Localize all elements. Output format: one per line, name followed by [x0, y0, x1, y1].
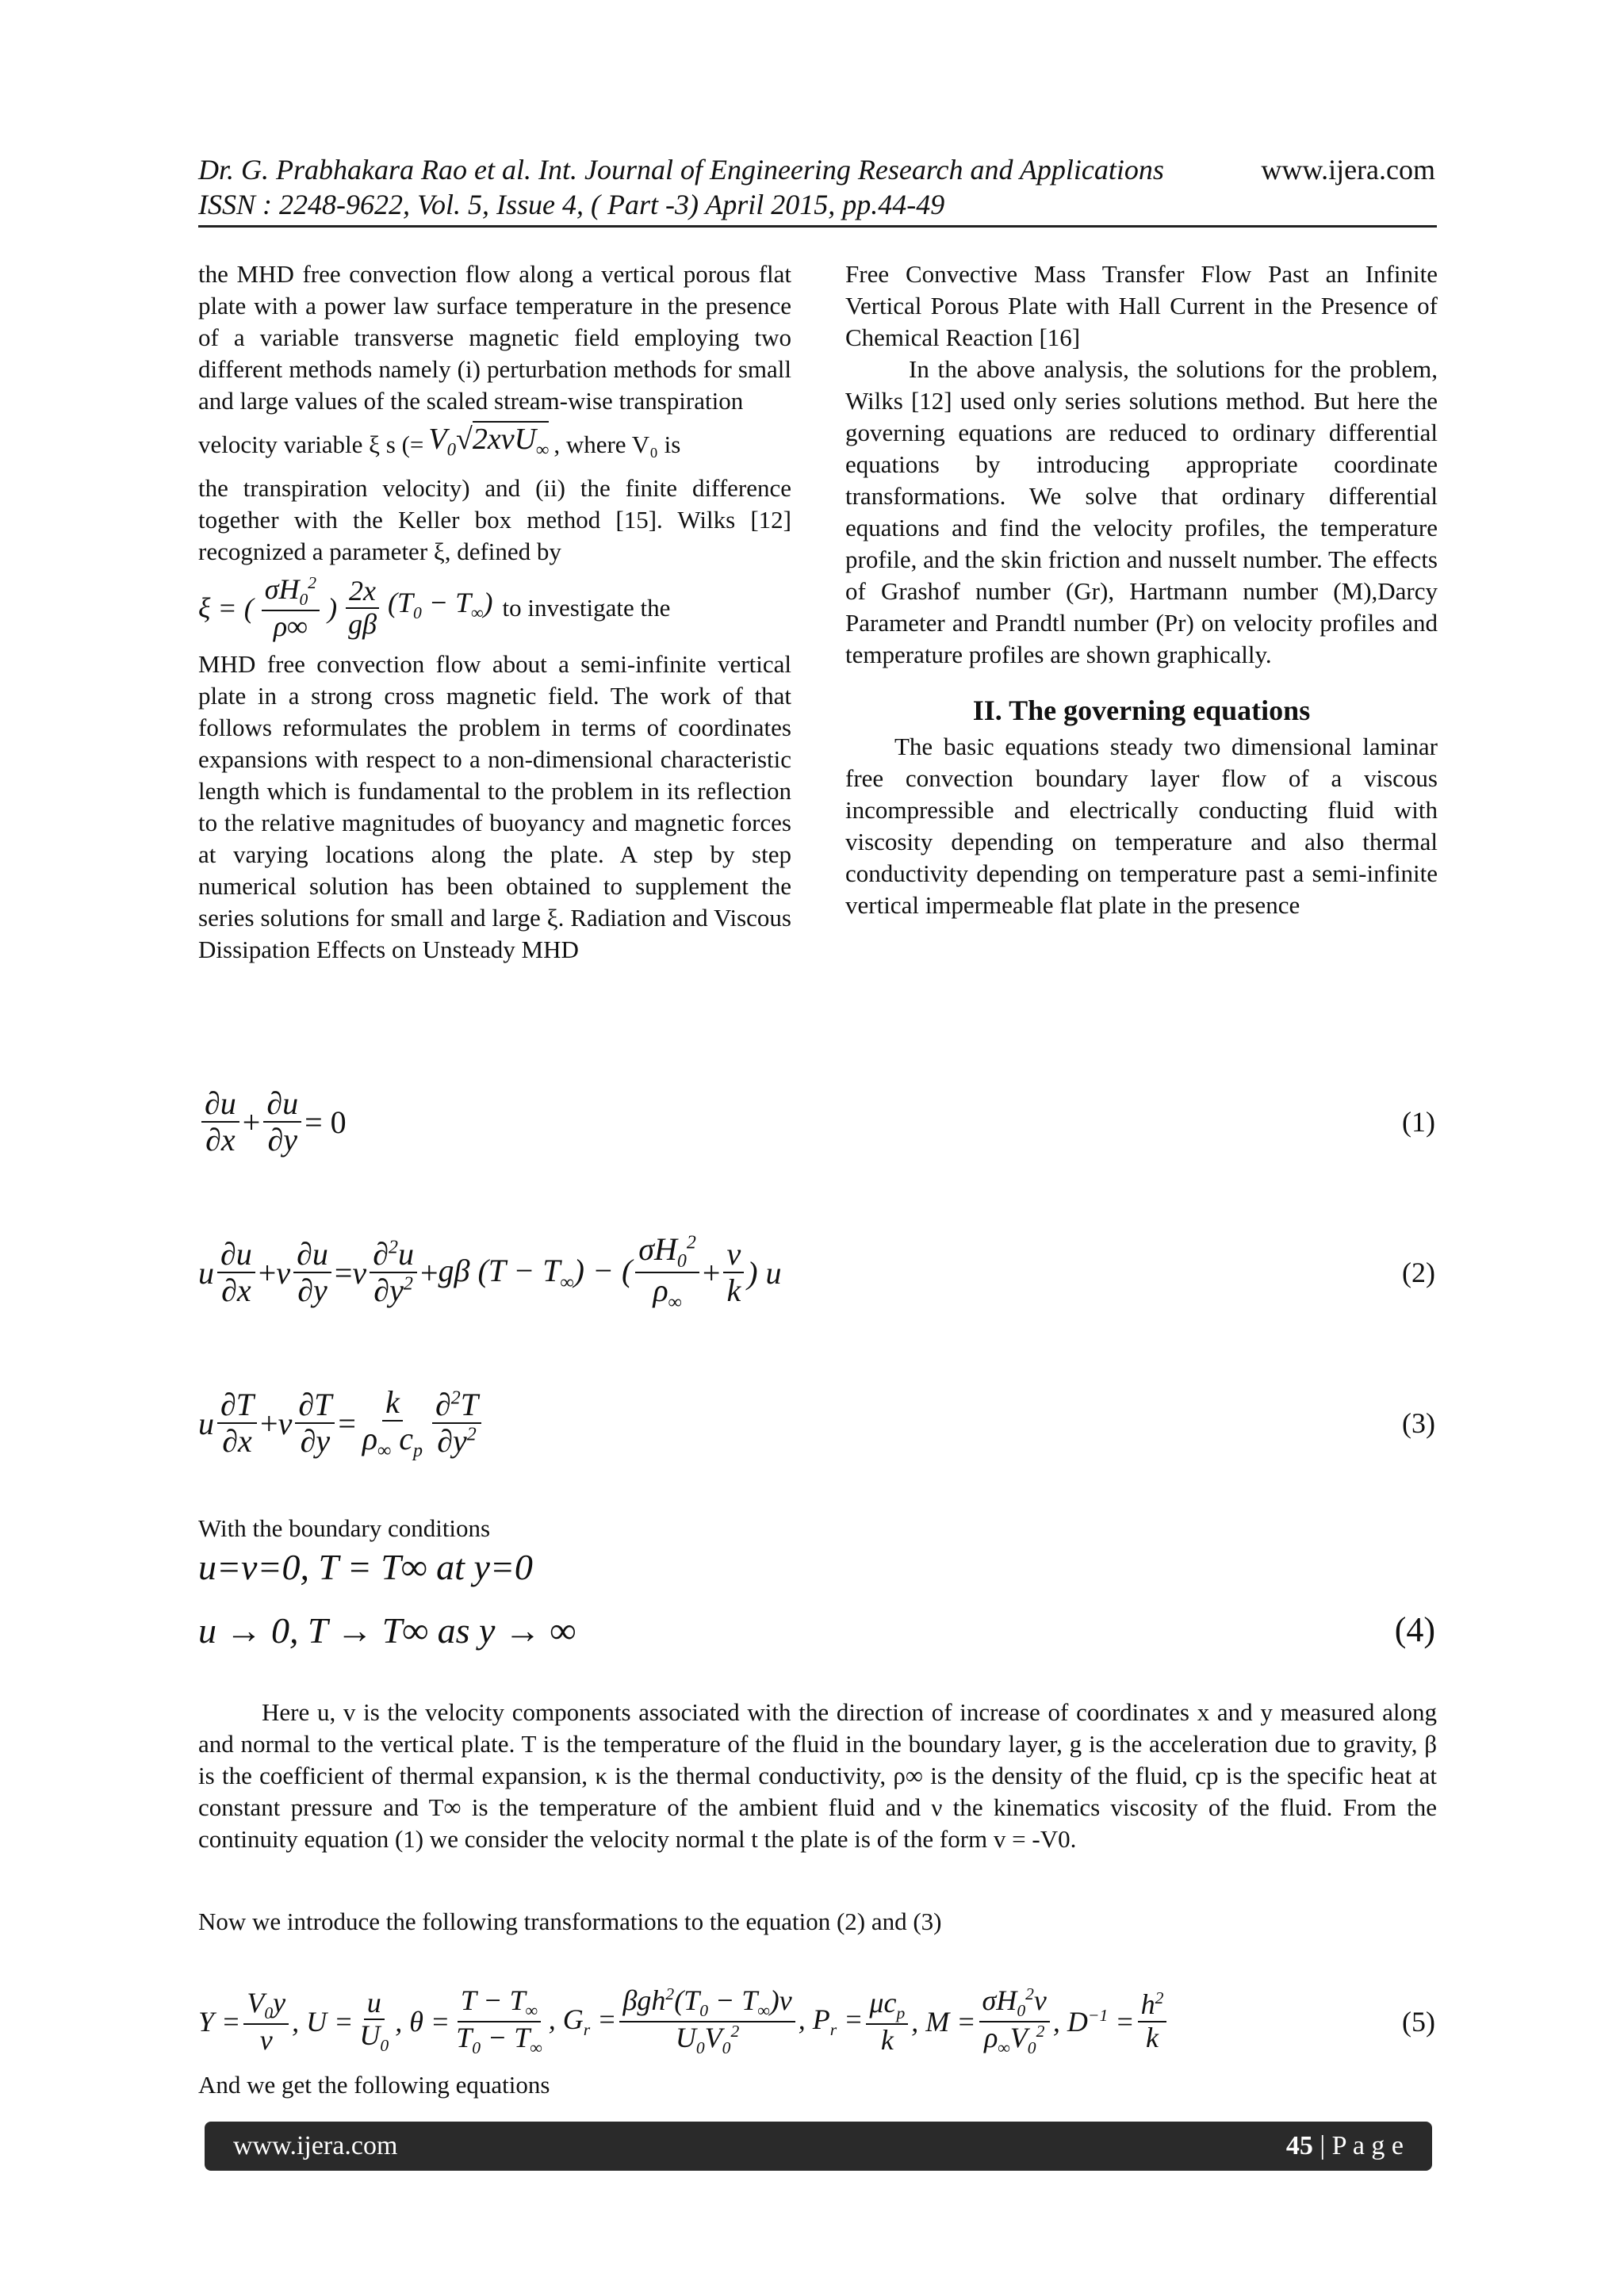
header-issn: ISSN : 2248-9622, Vol. 5, Issue 4, ( Part -3) April 2015, pp.44-49: [198, 189, 945, 220]
equation-2: u $\frac{\partial u}{\partial x}$ + v $\frac{\partial u}{\partial y}$ = v $\frac{\partial^2u}{\partial y^2}$ + gβ $(T - T_\infty)$ − ( $\frac{\sigma H_0^2}{\rho_\infty}$ + $\frac{\nu}{k}$ ) u (2): [198, 1230, 1435, 1313]
left-paragraph-2: the transpiration velocity) and (ii) the finite difference together with the Keller box method [15]. Wilks [12] recognized a parameter ξ, defined by: [198, 473, 791, 565]
header-authors-journal: Dr. G. Prabhakara Rao et al. Int. Journal of Engineering Research and Applications: [198, 154, 1164, 186]
right-paragraph-1: Free Convective Mass Transfer Flow Past an Infinite Vertical Porous Plate with Hall Current in the Presence of Chemical Reaction [16]: [845, 260, 1438, 351]
page-footer: [205, 2122, 1432, 2171]
equation-3-number: (3): [1402, 1407, 1435, 1439]
boundary-condition-2: u → 0, T → T∞ as y → ∞ (4): [198, 1610, 1435, 1651]
boundary-conditions-intro: With the boundary conditions: [198, 1514, 491, 1542]
inline-equation-xi-s: velocity variable ξ s (= $V_0√2x\nu U_\infty$ , where V₀ is: [198, 423, 791, 466]
inline-equation-xi-definition: ξ = ( $\frac{\sigma H_0^2}{\rho\infty}$ ) $\frac{2x}{g\beta}$ $(T_0 - T_\infty)$ to investigate the: [198, 572, 671, 642]
left-paragraph-3: MHD free convection flow about a semi-infinite vertical plate in a strong cross magnetic field. The work of that follows reformulates the problem in terms of coordinates expansions with respect to a non-dimensional characteristic length which is fundamental to the problem in its reflection to the relative magnitudes of buoyancy and magnetic forces at varying locations along the plate. A step by step numerical solution has been obtained to supplement the series solutions for small and large ξ. Radiation and Viscous Dissipation Effects on Unsteady MHD: [198, 650, 791, 964]
equation-2-number: (2): [1402, 1257, 1435, 1288]
running-header: [198, 152, 1435, 222]
left-paragraph-1: the MHD free convection flow along a vertical porous flat plate with a power law surface temperature in the presence of a variable transverse magnetic field employing two different methods namely (i) perturbation methods for small and large values of the scaled stream-wise transpiration: [198, 260, 791, 415]
transformations-intro: Now we introduce the following transformations to the equation (2) and (3): [198, 1908, 942, 1935]
symbols-paragraph: Here u, v is the velocity components associated with the direction of increase of coordinates x and y measured along and normal to the vertical plate. T is the temperature of the fluid in the boundary layer, g is the acceleration due to gravity, β is the coefficient of thermal expansion, κ is the thermal conductivity, ρ∞ is the density of the fluid, cp is the specific heat at constant pressure and T∞ is the temperature of the ambient fluid and ν the kinematics viscosity of the fluid. From the continuity equation (1) we consider the velocity normal t the plate is of the form v = -V0.: [198, 1698, 1437, 1853]
right-paragraph-2: In the above analysis, the solutions for the problem, Wilks [12] used only series solutions method. But here the governing equations are reduced to ordinary differential equations by introducing appropriate coordinate transformations. We solve that ordinary differential equations and find the velocity profiles, the temperature profile, and the skin friction and nusselt number. The effects of Grashof number (Gr), Hartmann number (M),Darcy Parameter and Prandtl number (Pr) on velocity profiles and temperature profiles are shown graphically.: [845, 355, 1438, 668]
equation-3: u $\frac{\partial T}{\partial x}$ + v $\frac{\partial T}{\partial y}$ = $\frac{k}{\rho_\infty c_p}$ $\frac{\partial^2T}{\partial y^2}$ (3): [198, 1383, 1435, 1461]
equation-5: Y = $\frac{V_0y}{\nu}$ , U = $\frac{u}{U_0}$ , θ = $\frac{T - T_\infty}{T_0 - T_\infty}$ , $G_r$ = $\frac{\beta gh^2(T_0 - T_\infty)\nu}{U_0V_0^2}$ , $P_r$ = $\frac{\mu c_p}{k}$ , M = $\frac{\sigma H_0^2\nu}{\rho_\infty V_0^2}$ , $D^{-1}$ = $\frac{h^2}{k}$ (5): [198, 1984, 1435, 2058]
section-heading: II. The governing equations: [972, 695, 1311, 726]
header-website[interactable]: www.ijera.com: [1261, 154, 1435, 186]
equation-5-number: (5): [1402, 2006, 1435, 2038]
footer-website[interactable]: www.ijera.com: [233, 2131, 398, 2160]
following-equations-line: And we get the following equations: [198, 2071, 550, 2099]
header-rule: [198, 225, 1437, 228]
right-paragraph-3: The basic equations steady two dimensional laminar free convection boundary layer flow of a viscous incompressible and electrically conducting fluid with viscosity depending on temperature and also thermal conductivity depending on temperature past a semi-infinite vertical impermeable flat plate in the presence: [845, 733, 1438, 919]
equation-1-number: (1): [1402, 1106, 1435, 1138]
left-column: [198, 258, 791, 966]
footer-page-number: 45 | P a g e: [1285, 2131, 1404, 2160]
right-column: [845, 258, 1438, 921]
math-sqrt-expression: $V_0√2x\nu U_\infty$: [428, 423, 550, 460]
boundary-condition-1: u=v=0, T = T∞ at y=0: [198, 1547, 533, 1587]
equation-4-number: (4): [1394, 1610, 1435, 1649]
equation-1: $\frac{\partial u}{\partial x}$ + $\frac{\partial u}{\partial y}$ = 0 (1): [198, 1078, 1435, 1165]
